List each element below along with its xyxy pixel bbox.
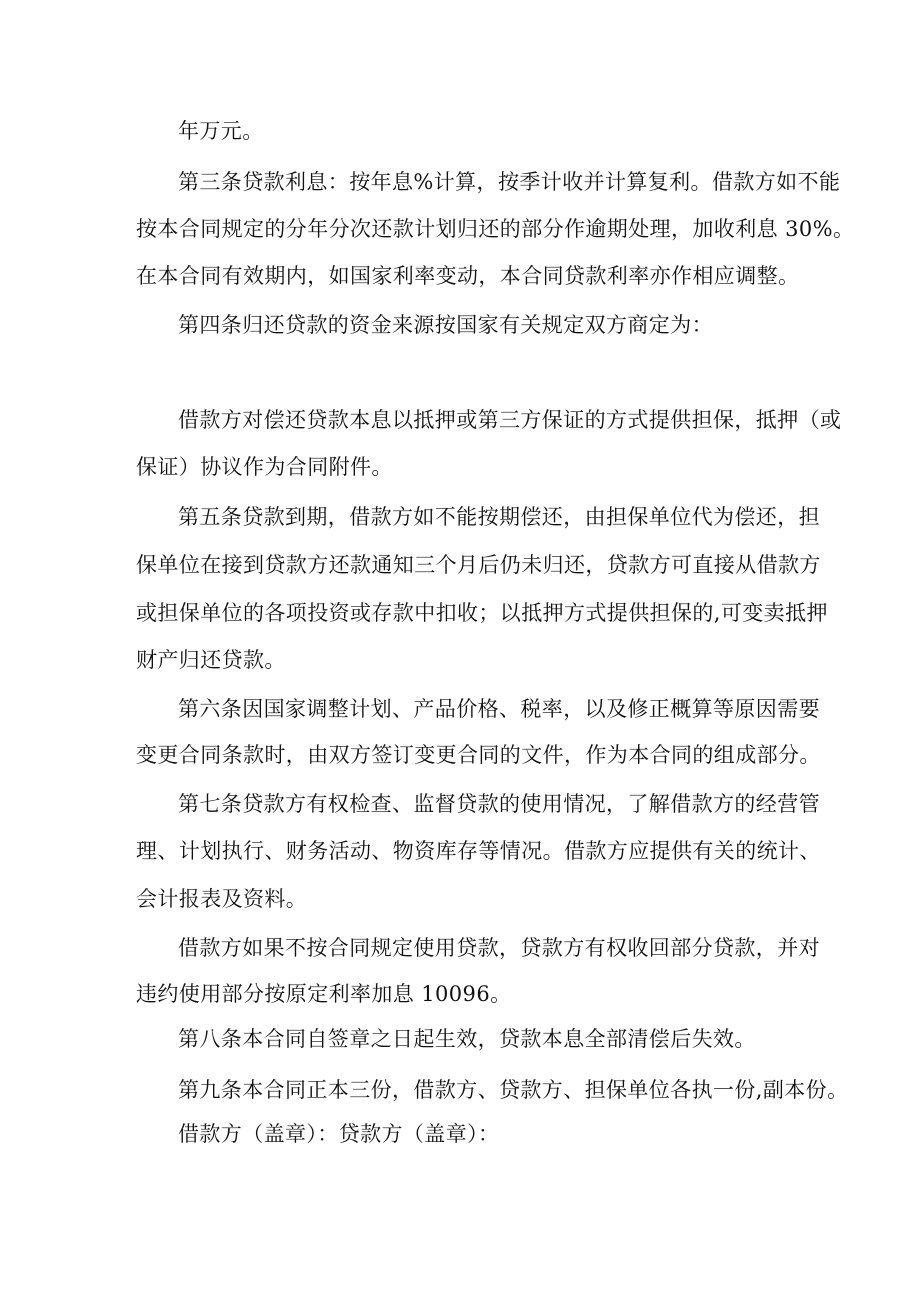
signature-line: 借款方（盖章）：贷款方（盖章）： (178, 1122, 500, 1146)
text-line: 在本合同有效期内，如国家利率变动，本合同贷款利率亦作相应调整。 (136, 264, 800, 288)
text-line: 违约使用部分按原定利率加息 10096。 (136, 982, 512, 1006)
text-line: 第八条本合同自签章之日起生效，贷款本息全部清偿后失效。 (178, 1027, 756, 1051)
text-line: 第九条本合同正本三份，借款方、贷款方、担保单位各执一份,副本份。 (178, 1078, 849, 1102)
text-line: 第四条归还贷款的资金来源按国家有关规定双方商定为： (178, 313, 713, 337)
text-line: 保证）协议作为合同附件。 (136, 455, 393, 479)
text-line: 借款方如果不按合同规定使用贷款，贷款方有权收回部分贷款，并对 (178, 936, 820, 960)
text-line: 理、计划执行、财务活动、物资库存等情况。借款方应提供有关的统计、 (136, 839, 821, 863)
text-line: 借款方对偿还贷款本息以抵押或第三方保证的方式提供担保，抵押（或 (178, 408, 842, 432)
text-line: 或担保单位的各项投资或存款中扣收；以抵押方式提供担保的,可变卖抵押 (136, 601, 828, 625)
text-line: 年万元。 (178, 119, 264, 143)
text-line: 第六条因国家调整计划、产品价格、税率，以及修正概算等原因需要 (178, 697, 820, 721)
text-line: 第七条贷款方有权检查、监督贷款的使用情况，了解借款方的经营管 (178, 792, 820, 816)
text-line: 保单位在接到贷款方还款通知三个月后仍未归还，贷款方可直接从借款方 (136, 553, 821, 577)
text-line: 第三条贷款利息：按年息%计算，按季计收并计算复利。借款方如不能 (178, 170, 841, 194)
text-line: 会计报表及资料。 (136, 887, 308, 911)
text-line: 第五条贷款到期，借款方如不能按期偿还，由担保单位代为偿还，担 (178, 505, 820, 529)
text-line: 财产归还贷款。 (136, 648, 286, 672)
text-line: 变更合同条款时，由双方签订变更合同的文件，作为本合同的组成部分。 (136, 743, 821, 767)
text-line: 按本合同规定的分年分次还款计划归还的部分作逾期处理，加收利息 30%。 (136, 217, 855, 241)
